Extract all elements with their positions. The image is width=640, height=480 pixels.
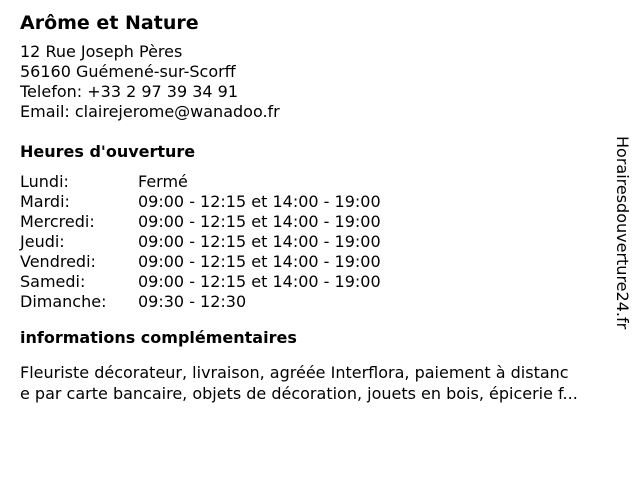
hours-row — [20, 292, 620, 312]
email-address: Email: clairejerome@wanadoo.fr — [20, 102, 280, 121]
hours-day: Jeudi: — [20, 232, 65, 251]
hours-day: Vendredi: — [20, 252, 96, 271]
hours-table — [20, 172, 620, 312]
hours-time: 09:00 - 12:15 et 14:00 - 19:00 — [138, 252, 381, 271]
business-card — [20, 10, 620, 404]
info-line-2: e par carte bancaire, objets de décoration, jouets en bois, épicerie f... — [20, 384, 578, 403]
address-line-1: 12 Rue Joseph Pères — [20, 42, 183, 61]
phone-number: Telefon: +33 2 97 39 34 91 — [20, 82, 239, 101]
hours-day: Samedi: — [20, 272, 86, 291]
hours-day: Dimanche: — [20, 292, 107, 311]
hours-row — [20, 232, 620, 252]
info-title: informations complémentaires — [20, 328, 297, 347]
address-line-2: 56160 Guémené-sur-Scorff — [20, 62, 236, 81]
hours-title: Heures d'ouverture — [20, 142, 196, 161]
contact-block — [20, 42, 620, 122]
business-name: Arôme et Nature — [20, 12, 199, 34]
hours-day: Mardi: — [20, 192, 70, 211]
hours-row — [20, 272, 620, 292]
hours-time: 09:00 - 12:15 et 14:00 - 19:00 — [138, 272, 381, 291]
hours-day: Mercredi: — [20, 212, 95, 231]
hours-time: 09:00 - 12:15 et 14:00 - 19:00 — [138, 192, 381, 211]
hours-row — [20, 192, 620, 212]
site-watermark: Horairesdouverture24.fr — [613, 136, 632, 330]
info-line-1: Fleuriste décorateur, livraison, agréée Interflora, paiement à distanc — [20, 363, 569, 382]
hours-time: Fermé — [138, 172, 188, 191]
hours-row — [20, 212, 620, 232]
hours-row — [20, 252, 620, 272]
hours-row — [20, 172, 620, 192]
hours-time: 09:00 - 12:15 et 14:00 - 19:00 — [138, 232, 381, 251]
hours-time: 09:00 - 12:15 et 14:00 - 19:00 — [138, 212, 381, 231]
info-description — [20, 362, 628, 404]
hours-day: Lundi: — [20, 172, 69, 191]
hours-time: 09:30 - 12:30 — [138, 292, 247, 311]
